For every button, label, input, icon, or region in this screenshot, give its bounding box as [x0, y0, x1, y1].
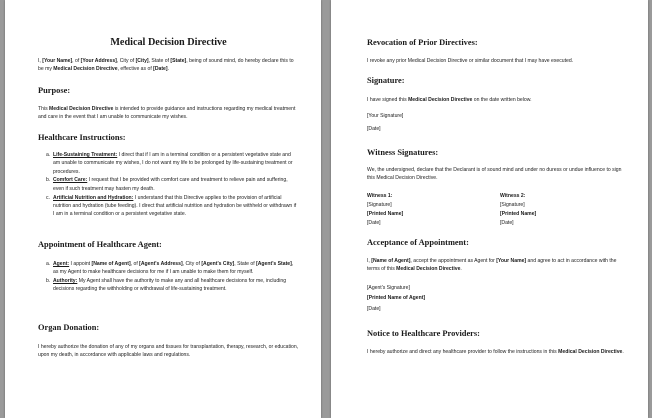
agent-date-line: [Date]: [367, 306, 381, 312]
purpose-paragraph: This Medical Decision Directive is intended to provide guidance and instructions regarding my medical treatment and care in the event that I am unable to communicate my wishes.: [38, 106, 296, 121]
your-signature-line: [Your Signature]: [367, 113, 404, 119]
witness-2-signature: [Signature]: [500, 202, 525, 208]
signature-paragraph: I have signed this Medical Decision Directive on the date written below.: [367, 97, 532, 103]
witness-heading: Witness Signatures:: [367, 148, 439, 157]
agent-printed-name-line: [Printed Name of Agent]: [367, 295, 426, 301]
list-item: a. Life-Sustaining Treatment: I direct that if I am in a terminal condition or a persistent vegetative state and am unable to communicate my wishes, I do not want my life to be prolonged by life-sustaining treatment or procedures.: [46, 152, 293, 175]
witness-1-printed-name: [Printed Name]: [367, 211, 404, 217]
list-item: b. Comfort Care: I request that I be provided with comfort care and treatment to relieve pain and suffering, even if such treatment may hasten my death.: [46, 177, 288, 192]
list-item: c. Artificial Nutrition and Hydration: I understand that this Directive applies to the provision of artificial nutrition and hydration (tube feeding). I direct that artificial nutrition and hydration be withheld or withdrawn if I am in a terminal condition or a persistent vegetative state.: [46, 194, 297, 218]
healthcare-instructions-list: [38, 151, 299, 219]
healthcare-agent-list: [38, 260, 299, 294]
document-title: Medical Decision Directive: [110, 37, 227, 48]
witness-paragraph: We, the undersigned, declare that the Declarant is of sound mind and under no duress or undue influence to sign this Medical Decision Directive.: [367, 167, 622, 182]
witness-2-title: Witness 2:: [500, 193, 526, 199]
healthcare-agent-heading: Appointment of Healthcare Agent:: [38, 240, 162, 249]
list-item: a. Agent: I appoint [Name of Agent], of [Agent's Address], City of [Agent's City], State of [Agent's State], as my Agent to make healthcare decisions for me if I am unable to make them for myself.: [46, 261, 294, 276]
notice-paragraph: I hereby authorize and direct any healthcare provider to follow the instructions in this Medical Decision Directive.: [367, 349, 624, 355]
list-item: b. Authority: My Agent shall have the authority to make any and all healthcare decisions for me, including decisions regarding the withholding or withdrawal of life-sustaining treatment.: [46, 278, 287, 293]
acceptance-heading: Acceptance of Appointment:: [367, 238, 469, 247]
witness-2-printed-name: [Printed Name]: [500, 211, 537, 217]
witness-1-signature: [Signature]: [367, 202, 392, 208]
organ-donation-paragraph: I hereby authorize the donation of any of my organs and tissues for transplantation, therapy, research, or education, upon my death, in accordance with applicable laws and regulations.: [38, 344, 299, 359]
notice-heading: Notice to Healthcare Providers:: [367, 329, 480, 338]
signature-date-line: [Date]: [367, 126, 381, 132]
acceptance-paragraph: I, [Name of Agent], accept the appointment as Agent for [Your Name] and agree to act in accordance with the terms of this Medical Decision Directive.: [367, 258, 617, 273]
witness-1-title: Witness 1:: [367, 193, 393, 199]
revocation-heading: Revocation of Prior Directives:: [367, 38, 478, 47]
organ-donation-heading: Organ Donation:: [38, 323, 100, 332]
agent-signature-line: [Agent's Signature]: [367, 285, 410, 291]
healthcare-instructions-heading: Healthcare Instructions:: [38, 133, 126, 142]
document-page-1: [5, 0, 321, 418]
witness-1-date: [Date]: [367, 220, 381, 226]
revocation-paragraph: I revoke any prior Medical Decision Directive or similar document that I may have executed.: [367, 58, 574, 64]
witness-2-date: [Date]: [500, 220, 514, 226]
intro-paragraph: I, [Your Name], of [Your Address], City of [City], State of [State], being of sound mind, do hereby declare this to be my Medical Decision Directive, effective as of [Date].: [38, 58, 294, 73]
signature-heading: Signature:: [367, 76, 405, 85]
purpose-heading: Purpose:: [38, 86, 71, 95]
document-page-2: [331, 0, 648, 418]
